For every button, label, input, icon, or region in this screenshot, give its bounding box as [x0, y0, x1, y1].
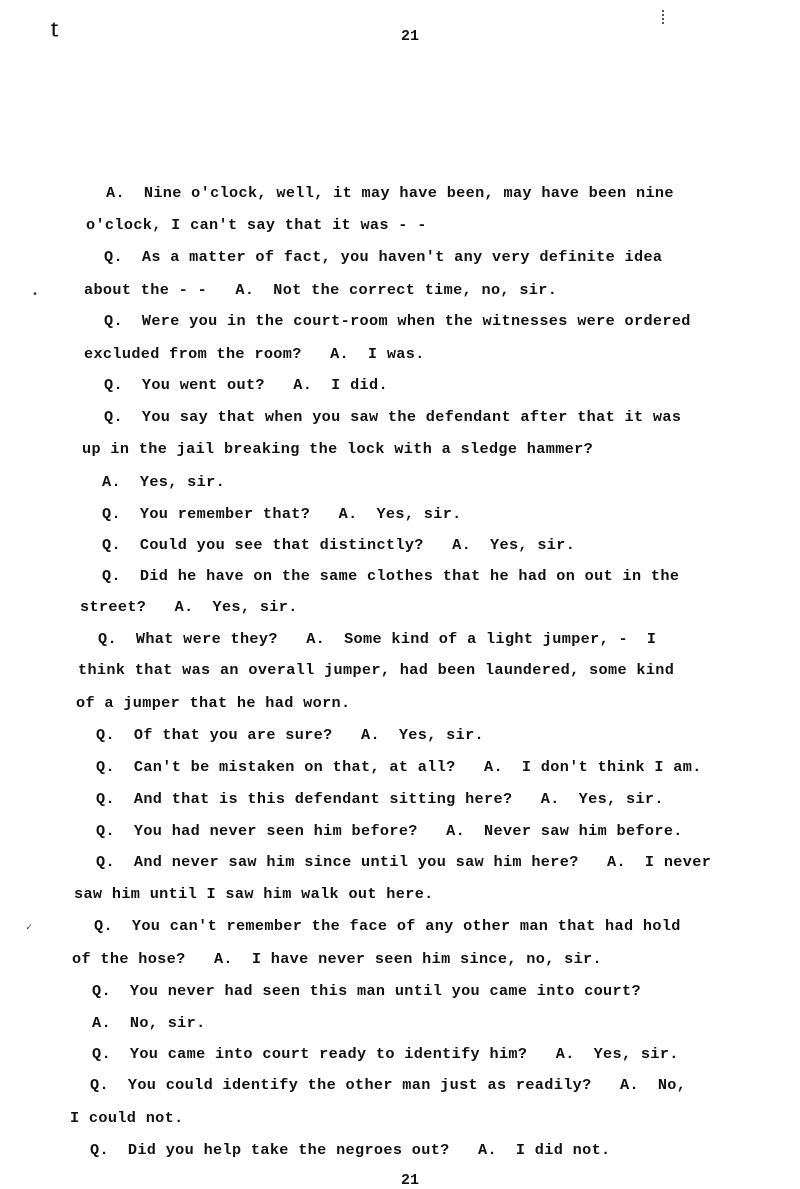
- transcript-line: saw him until I saw him walk out here.: [74, 885, 434, 903]
- transcript-line: Q. You came into court ready to identify him? A. Yes, sir.: [92, 1045, 679, 1063]
- transcript-line: Q. You can't remember the face of any other man that had hold: [94, 917, 681, 935]
- transcript-line: excluded from the room? A. I was.: [84, 345, 425, 363]
- transcript-line: A. Yes, sir.: [102, 473, 226, 491]
- transcript-line: Q. You never had seen this man until you came into court?: [92, 982, 641, 1000]
- page-number-bottom: 21: [400, 1172, 419, 1189]
- transcript-line: Q. You could identify the other man just as readily? A. No,: [90, 1076, 687, 1094]
- transcript-line: of the hose? A. I have never seen him since, no, sir.: [72, 950, 602, 968]
- transcript-line: Q. Were you in the court-room when the witnesses were ordered: [104, 312, 691, 330]
- transcript-line: Q. And never saw him since until you saw him here? A. I never: [96, 853, 712, 871]
- transcript-line: Q. Did you help take the negroes out? A. I did not.: [90, 1141, 611, 1159]
- transcript-line: Q. Of that you are sure? A. Yes, sir.: [96, 726, 485, 744]
- transcript-line: A. Nine o'clock, well, it may have been, may have been nine: [106, 184, 674, 202]
- margin-tick: ✓: [26, 923, 33, 934]
- transcript-line: Q. Could you see that distinctly? A. Yes, sir.: [102, 536, 576, 554]
- transcript-line: Q. And that is this defendant sitting here? A. Yes, sir.: [96, 790, 664, 808]
- transcript-line: Q. You had never seen him before? A. Never saw him before.: [96, 822, 683, 840]
- margin-dot: •: [32, 290, 39, 301]
- transcript-line: Q. Can't be mistaken on that, at all? A. I don't think I am.: [96, 758, 702, 776]
- transcript-line: street? A. Yes, sir.: [80, 598, 298, 616]
- transcript-line: Q. You remember that? A. Yes, sir.: [102, 505, 462, 523]
- transcript-line: Q. You went out? A. I did.: [104, 376, 388, 394]
- transcript-line: about the - - A. Not the correct time, no, sir.: [84, 281, 558, 299]
- corner-mark: ʈ: [50, 20, 60, 38]
- transcript-line: think that was an overall jumper, had been laundered, some kind: [78, 661, 675, 679]
- transcript-line: I could not.: [70, 1109, 184, 1127]
- transcript-line: of a jumper that he had worn.: [76, 694, 351, 712]
- scan-speck: [662, 10, 666, 24]
- transcript-line: up in the jail breaking the lock with a sledge hammer?: [82, 440, 594, 458]
- transcript-line: Q. Did he have on the same clothes that he had on out in the: [102, 567, 680, 585]
- transcript-line: Q. What were they? A. Some kind of a light jumper, - I: [98, 630, 657, 648]
- transcript-line: Q. You say that when you saw the defendant after that it was: [104, 408, 682, 426]
- transcript-line: o'clock, I can't say that it was - -: [86, 216, 427, 234]
- transcript-line: Q. As a matter of fact, you haven't any very definite idea: [104, 248, 663, 266]
- page-number-top: 21: [400, 28, 419, 45]
- transcript-line: A. No, sir.: [92, 1014, 206, 1032]
